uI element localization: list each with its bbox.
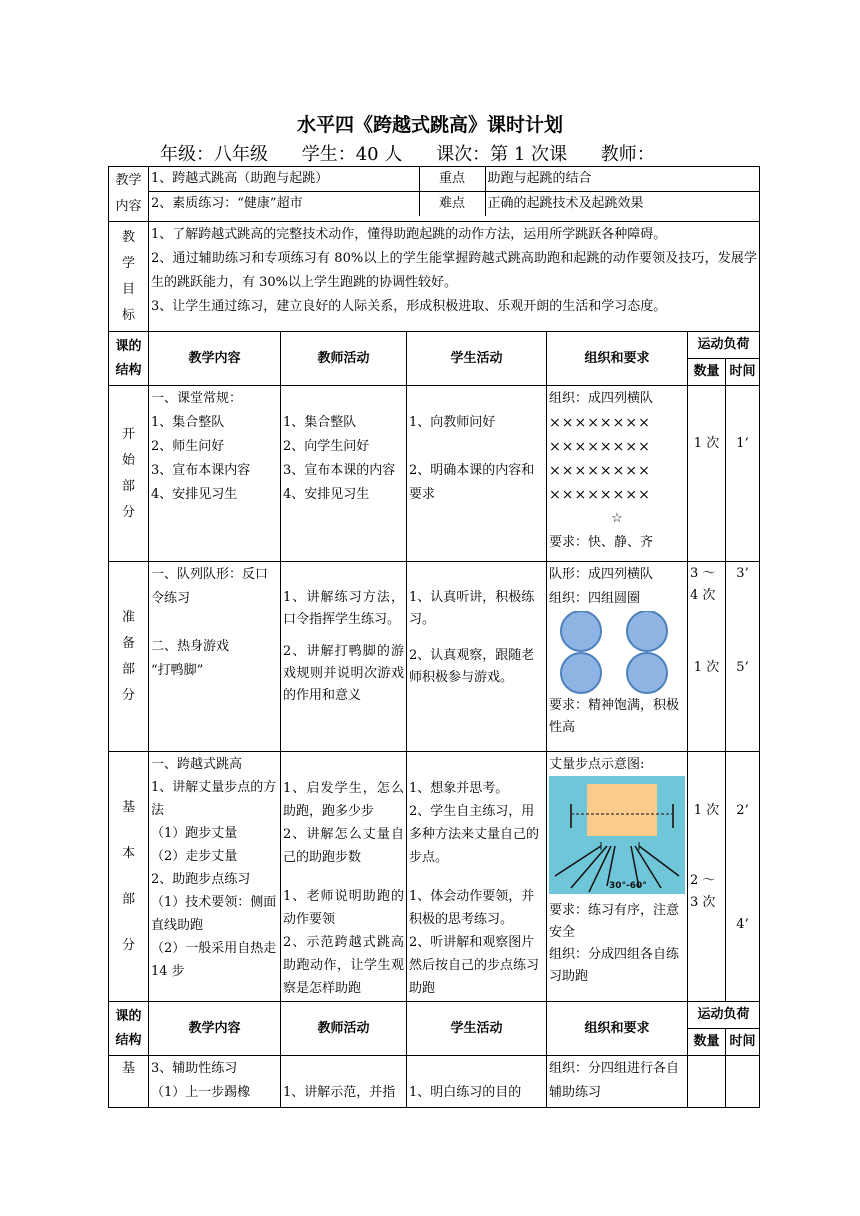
angle-label: 30°-60° [609,881,647,891]
content-line: 一、跨越式跳高 [151,757,243,772]
group-circle [627,653,667,693]
student-line: 1、向教师问好 [409,415,496,430]
content-line: 4、安排见习生 [151,487,238,502]
header-content: 教学内容 [149,1002,281,1056]
org-line: 组织：四组圆圈 [549,591,641,606]
student-line: 1、想象并思考。 [409,781,509,796]
key-point-text: 助跑与起跳的结合 [485,167,759,192]
start-content [149,386,281,562]
student-line: 1、体会动作要领，并积极的思考练习。 [409,889,535,927]
page-title: 水平四《跨越式跳高》课时计划 [296,114,563,136]
header-line: 课的 [115,338,142,354]
start-org [547,386,688,562]
basic-count [688,752,726,1002]
prep-student [407,562,547,752]
start-teacher [281,386,407,562]
label-line: 部 [121,478,135,494]
teaching-content-row [109,167,760,222]
content-line: 3、辅助性练习 [151,1061,238,1076]
basic-student [407,752,547,1002]
difficulty-text: 正确的起跳技术及起跳效果 [487,196,644,211]
content-line: （1）上一步踢橡 [151,1085,251,1100]
label-line: 准 [121,609,135,625]
basic-section-row [109,752,760,1002]
group-circle [627,611,667,651]
content-item: 2、素质练习：“健康”超市 [149,192,419,217]
header-teacher: 教师活动 [281,332,407,386]
teaching-goals-text [149,222,760,332]
teacher-line: 2、向学生问好 [283,439,370,454]
lesson-info-line [160,140,683,166]
student-line: 2、听讲解和观察图片然后按自己的步点练习助跑 [409,935,540,996]
content-line: “打鸭脚” [151,663,204,678]
table-header-row-repeat [109,1002,760,1029]
basic-continued-content [149,1056,281,1108]
header-structure [109,1002,149,1056]
basic-continued-student: 1、明白练习的目的 [407,1056,547,1108]
header-line: 课的 [115,1008,142,1024]
start-student [407,386,547,562]
label-line: 教 [121,229,135,245]
content-line: 一、队列队形：反口令练习 [151,567,269,606]
label-line: 始 [121,452,135,468]
org-group: 组织：分成四组各自练习助跑 [549,947,680,984]
start-count: 1 次 [688,386,726,562]
content-line: 1、集合整队 [151,415,225,430]
label-line: 分 [121,504,135,520]
teacher-line: 2、讲解打鸭脚的游戏规则并说明次游戏的作用和意义 [283,644,404,703]
label-line: 本 [121,845,135,861]
teacher-line: 2、讲解怎么丈量自己的助跑步数 [283,827,404,865]
org-title: 组织：成四列横队 [549,391,654,406]
label-line: 部 [121,661,135,677]
label-line: 基 [121,799,135,815]
grade-info: 年级：八年级 [160,144,268,165]
group-circle [561,611,601,651]
group-circle [561,653,601,693]
time-value: 2’ [736,803,749,818]
landing-mat [587,784,657,836]
header-line: 结构 [115,362,142,378]
label-line: 分 [121,937,135,953]
content-line: （1）跑步丈量 [151,826,238,841]
lesson-plan-table [108,166,760,1108]
header-load: 运动负荷 [688,1002,760,1029]
basic-continued-label: 基 [109,1056,149,1108]
count-value: 1 次 [693,803,720,818]
label-line: 目 [121,281,135,297]
start-section-label [109,386,149,562]
content-line: 1、讲解丈量步点的方法 [151,780,277,818]
prep-time [726,562,760,752]
org-line: 队形：成四列横队 [549,567,654,582]
prep-content [149,562,281,752]
start-time: 1’ [726,386,760,562]
header-time: 时间 [726,359,760,386]
formation-row: ×××××××× [549,463,651,479]
header-student: 学生活动 [407,1002,547,1056]
content-line: 3、宣布本课内容 [151,463,251,478]
teacher-line: 4、安排见习生 [283,487,370,502]
basic-org [547,752,688,1002]
basic-continued-time [726,1056,760,1108]
header-content: 教学内容 [149,332,281,386]
header-structure [109,332,149,386]
start-section-row [109,386,760,562]
label-line: 教学 [115,173,142,188]
content-line: 一、课堂常规： [151,391,243,406]
teacher-star-icon: ☆ [611,511,623,526]
time-value: 5’ [736,660,749,675]
basic-content [149,752,281,1002]
prep-count [688,562,726,752]
header-count: 数量 [688,1029,726,1056]
basic-continued-count [688,1056,726,1108]
header-org: 组织和要求 [547,1002,688,1056]
header-teacher: 教师活动 [281,1002,407,1056]
goal-item: 2、通过辅助练习和专项练习有 80%以上的学生能掌握跨越式跳高助跑和起跳的动作要领及技巧，发展学生的跳跃能力，有 30%以上学生跑跳的协调性较好。 [151,251,757,290]
student-line: 1、认真听讲，积极练习。 [409,590,535,627]
header-student: 学生活动 [407,332,547,386]
teacher-line: 1、启发学生，怎么助跑，跑多少步 [283,781,404,819]
formation-row: ×××××××× [549,487,651,503]
student-line: 2、学生自主练习，用多种方法来丈量自己的步点。 [409,804,540,865]
label-line: 开 [121,426,135,442]
table-header-row [109,332,760,359]
header-line: 结构 [115,1032,142,1048]
teacher-line: 1、集合整队 [283,415,357,430]
prep-teacher [281,562,407,752]
difficulty-label: 难点 [419,192,485,217]
students-info: 学生：40 人 [301,144,403,165]
basic-teacher [281,752,407,1002]
basic-continued-row [109,1056,760,1108]
teacher-line: 1、老师说明助跑的动作要领 [283,889,404,927]
count-value: 3 ～ 4 次 [690,566,716,603]
basic-section-label [109,752,149,1002]
org-title: 丈量步点示意图: [549,757,645,772]
teacher-info: 教师： [600,144,655,165]
teaching-content-cell [149,167,760,222]
content-line: 2、师生问好 [151,439,225,454]
key-point-label: 重点 [419,167,485,192]
label-line: 学 [121,255,135,271]
formation-row: ×××××××× [549,439,651,455]
header-org: 组织和要求 [547,332,688,386]
lesson-info: 课次：第 1 次课 [436,144,568,165]
goal-item: 1、了解跨越式跳高的完整技术动作，懂得助跑起跳的动作方法，运用所学跳跃各种障碍。 [151,227,667,242]
time-value: 3’ [736,566,749,581]
basic-continued-org: 组织：分四组进行各自辅助练习 [547,1056,688,1108]
header-load: 运动负荷 [688,332,760,359]
circle-groups-diagram [549,611,683,695]
basic-continued-teacher: 1、讲解示范，并指 [281,1056,407,1108]
formation-row: ×××××××× [549,415,651,431]
label-line: 部 [121,891,135,907]
teacher-line: 3、宣布本课的内容 [283,463,396,478]
label-line: 分 [121,687,135,703]
content-item: 1、跨越式跳高（助跑与起跳） [149,167,419,192]
org-requirement: 要求：练习有序，注意安全 [549,903,680,940]
label-line: 备 [121,635,135,651]
basic-time [726,752,760,1002]
org-requirement: 要求：快、静、齐 [549,535,654,550]
student-line: 2、认真观察，跟随老师积极参与游戏。 [409,648,535,685]
teaching-goals-row [109,222,760,332]
header-count: 数量 [688,359,726,386]
header-time: 时间 [726,1029,760,1056]
count-value: 1 次 [693,660,720,675]
prep-section-row [109,562,760,752]
prep-section-label [109,562,149,752]
teaching-content-label [109,167,149,222]
content-line: 2、助跑步点练习 [151,872,251,887]
run-up-diagram [549,776,685,894]
content-line: 二、热身游戏 [151,639,230,654]
teacher-line: 2、示范跨越式跳高助跑动作，让学生观察是怎样助跑 [283,935,404,996]
student-line: 2、明确本课的内容和要求 [409,463,535,502]
label-line: 标 [121,307,135,323]
count-value: 2 ～ 3 次 [690,873,716,910]
teacher-line: 1、讲解练习方法，口令指挥学生练习。 [283,590,404,627]
content-line: （2）走步丈量 [151,849,238,864]
content-line: （2）一般采用自热走 14 步 [151,941,277,979]
content-line: （1）技术要领：侧面直线助跑 [151,895,277,933]
prep-org [547,562,688,752]
time-value: 4’ [736,917,749,932]
teaching-goals-label [109,222,149,332]
org-line: 要求：精神饱满，积极性高 [549,698,680,735]
goal-item: 3、让学生通过练习，建立良好的人际关系，形成积极进取、乐观开朗的生活和学习态度。 [151,299,667,314]
label-line: 内容 [115,199,142,214]
